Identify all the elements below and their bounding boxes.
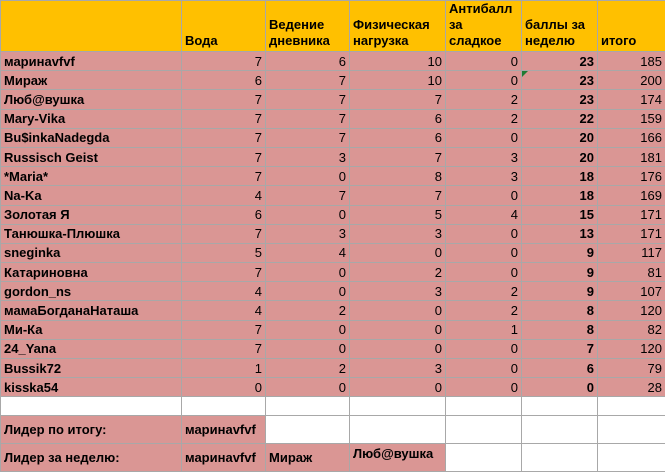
total-cell[interactable]: 176	[598, 167, 665, 186]
table-row	[1, 71, 665, 90]
header-row	[1, 1, 665, 52]
header-cell-water[interactable]: Вода	[182, 1, 266, 52]
table-row	[1, 282, 665, 301]
total-cell[interactable]: 174	[598, 90, 665, 109]
total-cell[interactable]: 185	[598, 52, 665, 71]
diary-cell[interactable]: 3	[266, 147, 350, 166]
diary-cell[interactable]: 4	[266, 243, 350, 262]
empty-row	[1, 397, 665, 416]
diary-cell[interactable]: 0	[266, 282, 350, 301]
participant-name-cell[interactable]: Russisch Geist	[1, 147, 182, 166]
empty-cell[interactable]	[598, 416, 665, 444]
water-cell[interactable]: 7	[182, 109, 266, 128]
week-score-cell[interactable]: 13	[522, 224, 598, 243]
activity-cell[interactable]: 8	[350, 167, 446, 186]
participant-name-cell[interactable]: Катариновна	[1, 263, 182, 282]
diary-cell[interactable]: 7	[266, 71, 350, 90]
table-row	[1, 147, 665, 166]
diary-cell[interactable]: 7	[266, 186, 350, 205]
table-row	[1, 359, 665, 378]
diary-cell[interactable]: 6	[266, 52, 350, 71]
participant-name-cell[interactable]: Bu$inkaNadegda	[1, 128, 182, 147]
diary-cell[interactable]: 0	[266, 378, 350, 397]
week-score-cell[interactable]: 23	[522, 90, 598, 109]
week-score-cell[interactable]: 23	[522, 52, 598, 71]
antiball-cell[interactable]: 2	[446, 301, 522, 320]
week-score-cell[interactable]: 20	[522, 147, 598, 166]
diary-cell[interactable]: 7	[266, 128, 350, 147]
week-score-cell[interactable]: 8	[522, 301, 598, 320]
antiball-cell[interactable]: 0	[446, 378, 522, 397]
header-cell-week[interactable]: баллы за неделю	[522, 1, 598, 52]
antiball-cell[interactable]: 2	[446, 109, 522, 128]
participant-name-cell[interactable]: мамаБогданаНаташа	[1, 301, 182, 320]
diary-cell[interactable]: 0	[266, 263, 350, 282]
empty-cell[interactable]	[522, 416, 598, 444]
water-cell[interactable]: 7	[182, 128, 266, 147]
total-cell[interactable]: 120	[598, 339, 665, 358]
participant-name-cell[interactable]: sneginka	[1, 243, 182, 262]
table-row	[1, 128, 665, 147]
total-cell[interactable]: 107	[598, 282, 665, 301]
empty-cell[interactable]	[446, 444, 522, 472]
table-row	[1, 224, 665, 243]
water-cell[interactable]: 6	[182, 205, 266, 224]
diary-cell[interactable]: 7	[266, 90, 350, 109]
activity-cell[interactable]: 2	[350, 263, 446, 282]
total-cell[interactable]: 120	[598, 301, 665, 320]
empty-cell[interactable]	[598, 444, 665, 472]
header-cell-activity[interactable]: Физическая нагрузка	[350, 1, 446, 52]
participant-name-cell[interactable]: Ми-Ка	[1, 320, 182, 339]
week-score-cell[interactable]: 18	[522, 167, 598, 186]
empty-cell[interactable]	[266, 416, 350, 444]
antiball-cell[interactable]: 0	[446, 224, 522, 243]
table-row	[1, 52, 665, 71]
antiball-cell[interactable]: 4	[446, 205, 522, 224]
table-row	[1, 339, 665, 358]
total-cell[interactable]: 200	[598, 71, 665, 90]
table-row	[1, 301, 665, 320]
table-row	[1, 378, 665, 397]
water-cell[interactable]: 7	[182, 320, 266, 339]
week-score-cell[interactable]: 23	[522, 71, 598, 90]
total-cell[interactable]: 159	[598, 109, 665, 128]
week-score-cell[interactable]: 8	[522, 320, 598, 339]
antiball-cell[interactable]: 0	[446, 71, 522, 90]
table-row	[1, 167, 665, 186]
antiball-cell[interactable]: 1	[446, 320, 522, 339]
activity-cell[interactable]: 0	[350, 339, 446, 358]
table-row	[1, 205, 665, 224]
leader-week-row	[1, 444, 665, 472]
diary-cell[interactable]: 0	[266, 167, 350, 186]
empty-cell[interactable]	[522, 397, 598, 416]
total-cell[interactable]: 82	[598, 320, 665, 339]
empty-cell[interactable]	[446, 416, 522, 444]
activity-cell[interactable]: 3	[350, 359, 446, 378]
activity-cell[interactable]: 7	[350, 147, 446, 166]
diary-cell[interactable]: 0	[266, 205, 350, 224]
table-row	[1, 90, 665, 109]
activity-cell[interactable]: 10	[350, 52, 446, 71]
activity-cell[interactable]: 0	[350, 320, 446, 339]
activity-cell[interactable]: 6	[350, 128, 446, 147]
leader-total-value[interactable]: маринаvfvf	[182, 416, 266, 444]
empty-cell[interactable]	[446, 397, 522, 416]
antiball-cell[interactable]: 0	[446, 128, 522, 147]
antiball-cell[interactable]: 0	[446, 52, 522, 71]
leader-week-value-3[interactable]: Люб@вушка	[350, 444, 446, 472]
header-cell-total[interactable]: итого	[598, 1, 665, 52]
diary-cell[interactable]: 7	[266, 109, 350, 128]
total-cell[interactable]: 169	[598, 186, 665, 205]
table-row	[1, 186, 665, 205]
table-row	[1, 243, 665, 262]
comment-marker-icon	[522, 71, 528, 77]
water-cell[interactable]: 5	[182, 243, 266, 262]
table-row	[1, 263, 665, 282]
empty-cell[interactable]	[598, 397, 665, 416]
water-cell[interactable]: 7	[182, 147, 266, 166]
header-cell-name[interactable]	[1, 1, 182, 52]
water-cell[interactable]: 7	[182, 167, 266, 186]
total-cell[interactable]: 81	[598, 263, 665, 282]
water-cell[interactable]: 4	[182, 282, 266, 301]
activity-cell[interactable]: 3	[350, 282, 446, 301]
activity-cell[interactable]: 0	[350, 301, 446, 320]
participant-name-cell[interactable]: Мираж	[1, 71, 182, 90]
participant-name-cell[interactable]: Na-Ka	[1, 186, 182, 205]
leader-week-value-1[interactable]: маринаvfvf	[182, 444, 266, 472]
week-score-cell[interactable]: 7	[522, 339, 598, 358]
diary-cell[interactable]: 0	[266, 320, 350, 339]
total-cell[interactable]: 171	[598, 205, 665, 224]
activity-cell[interactable]: 7	[350, 186, 446, 205]
water-cell[interactable]: 6	[182, 71, 266, 90]
total-cell[interactable]: 117	[598, 243, 665, 262]
week-score-cell[interactable]: 20	[522, 128, 598, 147]
antiball-cell[interactable]: 2	[446, 282, 522, 301]
empty-cell[interactable]	[182, 397, 266, 416]
participant-name-cell[interactable]: gordon_ns	[1, 282, 182, 301]
week-score-cell[interactable]: 18	[522, 186, 598, 205]
water-cell[interactable]: 7	[182, 90, 266, 109]
total-cell[interactable]: 166	[598, 128, 665, 147]
total-cell[interactable]: 171	[598, 224, 665, 243]
diary-cell[interactable]: 2	[266, 301, 350, 320]
activity-cell[interactable]: 5	[350, 205, 446, 224]
leader-total-label[interactable]: Лидер по итогу:	[1, 416, 182, 444]
week-score-cell[interactable]: 9	[522, 263, 598, 282]
table-row	[1, 320, 665, 339]
participant-name-cell[interactable]: Mary-Vika	[1, 109, 182, 128]
week-score-cell[interactable]: 6	[522, 359, 598, 378]
total-cell[interactable]: 181	[598, 147, 665, 166]
empty-cell[interactable]	[350, 397, 446, 416]
participant-name-cell[interactable]: Bussik72	[1, 359, 182, 378]
water-cell[interactable]: 1	[182, 359, 266, 378]
water-cell[interactable]: 7	[182, 52, 266, 71]
water-cell[interactable]: 7	[182, 224, 266, 243]
week-score-cell[interactable]: 9	[522, 243, 598, 262]
table-row	[1, 109, 665, 128]
diary-cell[interactable]: 2	[266, 359, 350, 378]
week-score-cell[interactable]: 9	[522, 282, 598, 301]
header-cell-antiball[interactable]: Антибалл за сладкое	[446, 1, 522, 52]
water-cell[interactable]: 0	[182, 378, 266, 397]
diary-cell[interactable]: 0	[266, 339, 350, 358]
antiball-cell[interactable]: 0	[446, 243, 522, 262]
diary-cell[interactable]: 3	[266, 224, 350, 243]
activity-cell[interactable]: 7	[350, 90, 446, 109]
participant-name-cell[interactable]: Золотая Я	[1, 205, 182, 224]
leader-week-value-2[interactable]: Мираж	[266, 444, 350, 472]
antiball-cell[interactable]: 3	[446, 147, 522, 166]
water-cell[interactable]: 7	[182, 263, 266, 282]
water-cell[interactable]: 4	[182, 301, 266, 320]
leader-week-label[interactable]: Лидер за неделю:	[1, 444, 182, 472]
antiball-cell[interactable]: 2	[446, 90, 522, 109]
activity-cell[interactable]: 6	[350, 109, 446, 128]
water-cell[interactable]: 4	[182, 186, 266, 205]
activity-cell[interactable]: 10	[350, 71, 446, 90]
leader-total-row	[1, 416, 665, 444]
activity-cell[interactable]: 0	[350, 378, 446, 397]
total-cell[interactable]: 79	[598, 359, 665, 378]
total-cell[interactable]: 28	[598, 378, 665, 397]
empty-cell[interactable]	[522, 444, 598, 472]
antiball-cell[interactable]: 0	[446, 359, 522, 378]
week-score-cell[interactable]: 15	[522, 205, 598, 224]
antiball-cell[interactable]: 3	[446, 167, 522, 186]
participant-name-cell[interactable]: Люб@вушка	[1, 90, 182, 109]
activity-cell[interactable]: 0	[350, 243, 446, 262]
antiball-cell[interactable]: 0	[446, 186, 522, 205]
empty-cell[interactable]	[1, 397, 182, 416]
empty-cell[interactable]	[266, 397, 350, 416]
antiball-cell[interactable]: 0	[446, 263, 522, 282]
antiball-cell[interactable]: 0	[446, 339, 522, 358]
week-score-cell[interactable]: 22	[522, 109, 598, 128]
participant-name-cell[interactable]: Танюшка-Плюшка	[1, 224, 182, 243]
participant-name-cell[interactable]: *Maria*	[1, 167, 182, 186]
participant-name-cell[interactable]: 24_Yana	[1, 339, 182, 358]
empty-cell[interactable]	[350, 416, 446, 444]
participant-name-cell[interactable]: маринаvfvf	[1, 52, 182, 71]
participant-name-cell[interactable]: kisska54	[1, 378, 182, 397]
week-score-cell[interactable]: 0	[522, 378, 598, 397]
activity-cell[interactable]: 3	[350, 224, 446, 243]
water-cell[interactable]: 7	[182, 339, 266, 358]
header-cell-diary[interactable]: Ведение дневника	[266, 1, 350, 52]
